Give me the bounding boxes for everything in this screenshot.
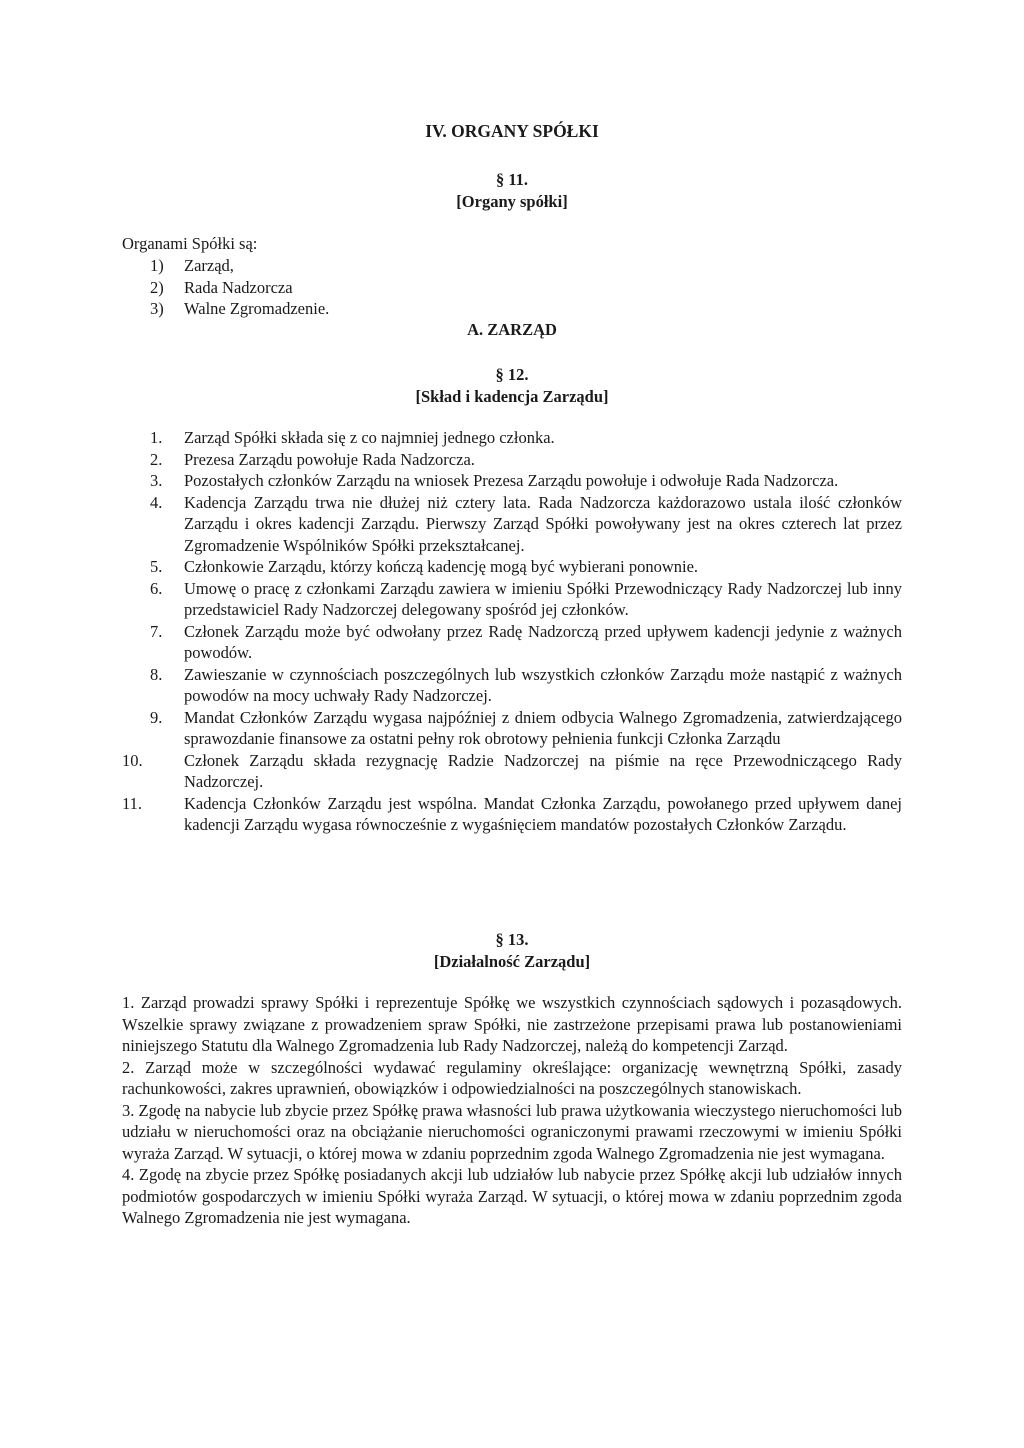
list-item [122, 470, 902, 492]
list-item-text: Walne Zgromadzenie. [184, 299, 330, 318]
section-12-number: § 12. [495, 365, 529, 384]
list-item-number: 11. [122, 793, 143, 813]
list-item-text: Członek Zarządu może być odwołany przez Radę Nadzorczą przed upływem kadencji jedynie z ważnych powodów. [184, 621, 902, 662]
list-item-text: Kadencja Zarządu trwa nie dłużej niż cztery lata. Rada Nadzorcza każdorazowo ustala ilość członków Zarządu i okres kadencji Zarządu. Pierwszy Zarząd Spółki powoływany jest na okres czterech lat przez Zgromadzenie Wspólników Spółki przekształcanej. [184, 492, 902, 555]
chapter-title: IV. ORGANY SPÓŁKI [425, 121, 599, 141]
list-item [122, 707, 902, 750]
list-item [122, 427, 902, 449]
list-item-number: 3. [150, 471, 163, 490]
section-13-title: [Działalność Zarządu] [433, 952, 591, 971]
section-13-body [122, 992, 902, 1229]
organs-list [150, 255, 329, 320]
list-item-number: 4. [150, 492, 163, 512]
paragraph: 3. Zgodę na nabycie lub zbycie przez Spółkę prawa własności lub prawa użytkowania wieczystego nieruchomości lub udziału w nieruchomości oraz na obciążanie nieruchomości ograniczonymi prawami rzeczowymi w imieniu Spółki wyraża Zarząd. W sytuacji, o której mowa w zdaniu poprzednim zgoda Walnego Zgromadzenia nie jest wymagana. [122, 1100, 902, 1163]
list-item [122, 556, 902, 578]
list-item [122, 664, 902, 707]
list-item [122, 578, 902, 621]
list-item-number: 6. [150, 578, 163, 598]
section-13-heading [0, 929, 1024, 973]
section-a-heading [0, 319, 1024, 341]
management-board-list [122, 427, 902, 836]
paragraph: 4. Zgodę na zbycie przez Spółkę posiadanych akcji lub udziałów lub nabycie przez Spółkę akcji lub udziałów innych podmiotów gospodarczych w imieniu Spółki wyraża Zarząd. W sytuacji, o której mowa w zdaniu poprzednim zgoda Walnego Zgromadzenia nie jest wymagana. [122, 1165, 902, 1227]
section-11-number: § 11. [495, 170, 529, 189]
list-item [122, 492, 902, 557]
list-item-text: Pozostałych członków Zarządu na wniosek Prezesa Zarządu powołuje i odwołuje Rada Nadzorcza. [184, 471, 839, 490]
list-item-text: Członkowie Zarządu, którzy kończą kadencję mogą być wybierani ponownie. [184, 557, 699, 576]
list-item [122, 449, 902, 471]
list-item [122, 621, 902, 664]
list-item-number: 5. [150, 557, 163, 576]
list-item-number: 1. [150, 428, 163, 447]
section-11-intro: Organami Spółki są: [122, 234, 258, 253]
list-item-number: 2. [150, 449, 163, 469]
section-a-title: A. ZARZĄD [467, 320, 557, 339]
section-11-title: [Organy spółki] [456, 192, 568, 211]
list-item-number: 2) [150, 277, 164, 297]
section-11-heading [0, 169, 1024, 213]
list-item-number: 9. [150, 707, 163, 727]
list-item-text: Prezesa Zarządu powołuje Rada Nadzorcza. [184, 449, 475, 469]
list-item [150, 277, 329, 299]
list-item-text: Zarząd Spółki składa się z co najmniej jednego członka. [184, 428, 555, 447]
section-12-title: [Skład i kadencja Zarządu] [415, 387, 609, 406]
list-item-number: 10. [122, 750, 143, 770]
section-13-number: § 13. [495, 930, 529, 949]
list-item [150, 255, 329, 277]
list-item [150, 298, 329, 320]
list-item [122, 793, 902, 836]
list-item-number: 7. [150, 621, 163, 641]
section-12-heading [0, 364, 1024, 408]
list-item-text: Umowę o pracę z członkami Zarządu zawiera w imieniu Spółki Przewodniczący Rady Nadzorczej lub inny przedstawiciel Rady Nadzorczej delegowany spośród jej członków. [184, 578, 902, 619]
list-item-text: Członek Zarządu składa rezygnację Radzie Nadzorczej na piśmie na ręce Przewodniczącego Rady Nadzorczej. [184, 750, 902, 791]
list-item-text: Rada Nadzorcza [184, 277, 293, 297]
list-item-text: Zawieszanie w czynnościach poszczególnych lub wszystkich członków Zarządu może nastąpić z ważnych powodów na mocy uchwały Rady Nadzorczej. [184, 664, 902, 705]
list-item [122, 750, 902, 793]
paragraph: 1. Zarząd prowadzi sprawy Spółki i reprezentuje Spółkę we wszystkich czynnościach sądowych i pozasądowych. Wszelkie sprawy związane z prowadzeniem spraw Spółki, nie zastrzeżone przepisami prawa lub postanowieniami niniejszego Statutu dla Walnego Zgromadzenia lub Rady Nadzorczej, należą do kompetencji Zarząd. [122, 993, 902, 1055]
list-item-text: Kadencja Członków Zarządu jest wspólna. Mandat Członka Zarządu, powołanego przed upływem danej kadencji Zarządu wygasa równocześnie z wygaśnięciem mandatów pozostałych Członków Zarządu. [184, 793, 902, 834]
list-item-number: 1) [150, 256, 164, 275]
list-item-text: Zarząd, [184, 256, 234, 275]
list-item-number: 3) [150, 299, 164, 318]
list-item-number: 8. [150, 664, 163, 684]
paragraph: 2. Zarząd może w szczególności wydawać regulaminy określające: organizację wewnętrzną Spółki, zasady rachunkowości, zakres uprawnień, obowiązków i odpowiedzialności na poszczególnych stanowiskach. [122, 1057, 902, 1098]
list-item-text: Mandat Członków Zarządu wygasa najpóźniej z dniem odbycia Walnego Zgromadzenia, zatwierdzającego sprawozdanie finansowe za ostatni pełny rok obrotowy pełnienia funkcji Członka Zarządu [184, 707, 902, 748]
